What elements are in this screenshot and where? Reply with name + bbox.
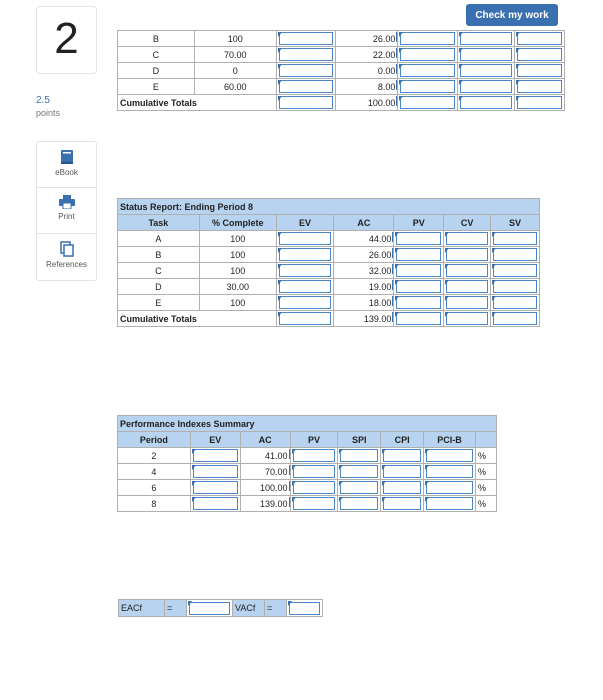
vac-equals: =: [265, 600, 287, 617]
column-header: AC: [334, 215, 394, 231]
ev-input[interactable]: [276, 31, 336, 47]
vac-label: VACf: [233, 600, 265, 617]
sv-input[interactable]: [515, 31, 565, 47]
ac-cell: 26.00: [336, 31, 398, 47]
task-cell: C: [118, 47, 195, 63]
cv-input[interactable]: [458, 63, 515, 79]
table-title: Performance Indexes Summary: [118, 416, 497, 432]
pv-input[interactable]: [394, 231, 444, 247]
cv-input[interactable]: [458, 79, 515, 95]
ev-input[interactable]: [190, 496, 240, 512]
check-my-work-button[interactable]: Check my work: [466, 4, 558, 26]
ac-cell: 18.00: [334, 295, 394, 311]
cpi-input[interactable]: [381, 480, 424, 496]
column-header: SPI: [338, 432, 381, 448]
table-row: [118, 47, 565, 63]
column-header: [475, 432, 496, 448]
eac-vac-line: [119, 600, 323, 617]
period-cell: 6: [118, 480, 191, 496]
ev-input[interactable]: [276, 231, 334, 247]
pct-cell: 30.00: [199, 279, 276, 295]
column-header: Period: [118, 432, 191, 448]
sv-total-input[interactable]: [515, 95, 565, 111]
ac-cell: 26.00: [334, 247, 394, 263]
task-cell: D: [118, 279, 200, 295]
book-icon: [60, 149, 74, 165]
task-cell: D: [118, 63, 195, 79]
cv-input[interactable]: [444, 279, 491, 295]
spi-input[interactable]: [338, 448, 381, 464]
ac-cell: 100.00: [240, 480, 290, 496]
spi-input[interactable]: [338, 480, 381, 496]
points-value: 2.5: [36, 95, 50, 106]
task-cell: E: [118, 79, 195, 95]
table-row: [118, 464, 497, 480]
period-cell: 2: [118, 448, 191, 464]
table-row: [118, 496, 497, 512]
column-header: SV: [491, 215, 540, 231]
pv-input[interactable]: [398, 47, 458, 63]
question-number: 2: [36, 6, 97, 74]
pv-input[interactable]: [290, 480, 338, 496]
totals-label: Cumulative Totals: [118, 95, 277, 111]
ac-cell: 44.00: [334, 231, 394, 247]
table-row: [118, 480, 497, 496]
cpi-input[interactable]: [381, 496, 424, 512]
task-cell: C: [118, 263, 200, 279]
table-title-row: [118, 416, 497, 432]
eac-vac-row: [118, 599, 323, 617]
sv-input[interactable]: [491, 295, 540, 311]
sv-input[interactable]: [515, 47, 565, 63]
pci-b-input[interactable]: [424, 464, 476, 480]
spi-input[interactable]: [338, 464, 381, 480]
ebook-label: eBook: [55, 168, 78, 177]
table-row: [118, 279, 540, 295]
column-header: PV: [290, 432, 338, 448]
column-header: % Complete: [199, 215, 276, 231]
totals-row: [118, 311, 540, 327]
sv-input[interactable]: [491, 263, 540, 279]
pv-input[interactable]: [398, 79, 458, 95]
cv-total-input[interactable]: [458, 95, 515, 111]
cpi-input[interactable]: [381, 464, 424, 480]
ac-cell: 19.00: [334, 279, 394, 295]
column-header: EV: [276, 215, 334, 231]
pct-cell: 100: [199, 263, 276, 279]
percent-sign: %: [475, 448, 496, 464]
pv-input[interactable]: [290, 448, 338, 464]
sv-total-input[interactable]: [491, 311, 540, 327]
ac-cell: 139.00: [240, 496, 290, 512]
ev-input[interactable]: [190, 480, 240, 496]
period-cell: 4: [118, 464, 191, 480]
vac-input[interactable]: [287, 600, 323, 617]
cv-total-input[interactable]: [444, 311, 491, 327]
cv-input[interactable]: [458, 31, 515, 47]
ev-input[interactable]: [276, 47, 336, 63]
status-report-table-previous: [117, 30, 565, 111]
eac-equals: =: [165, 600, 187, 617]
table-row: [118, 295, 540, 311]
ev-total-input[interactable]: [276, 95, 336, 111]
cpi-input[interactable]: [381, 448, 424, 464]
pv-total-input[interactable]: [394, 311, 444, 327]
ev-input[interactable]: [190, 464, 240, 480]
eac-label: EACf: [119, 600, 165, 617]
column-header: Task: [118, 215, 200, 231]
pct-cell: 0: [194, 63, 276, 79]
ac-cell: 70.00: [240, 464, 290, 480]
ev-input[interactable]: [276, 79, 336, 95]
status-report-table: [117, 198, 540, 327]
sv-input[interactable]: [491, 279, 540, 295]
pct-cell: 70.00: [194, 47, 276, 63]
ev-input[interactable]: [276, 247, 334, 263]
copy-icon: [60, 241, 74, 257]
pci-b-input[interactable]: [424, 448, 476, 464]
printer-icon: [59, 195, 75, 209]
header-row: [118, 432, 497, 448]
task-cell: E: [118, 295, 200, 311]
ev-input[interactable]: [190, 448, 240, 464]
pv-input[interactable]: [290, 496, 338, 512]
cv-input[interactable]: [444, 295, 491, 311]
table-title-row: [118, 199, 540, 215]
ev-input[interactable]: [276, 63, 336, 79]
cv-input[interactable]: [444, 231, 491, 247]
pct-cell: 100: [199, 295, 276, 311]
print-button[interactable]: [37, 188, 96, 234]
points-label: points: [36, 108, 61, 118]
ev-total-input[interactable]: [276, 311, 334, 327]
ac-total: 139.00: [334, 311, 394, 327]
task-cell: A: [118, 231, 200, 247]
table-row: [118, 63, 565, 79]
column-header: CV: [444, 215, 491, 231]
pv-input[interactable]: [394, 295, 444, 311]
column-header: EV: [190, 432, 240, 448]
table-row: [118, 231, 540, 247]
pv-input[interactable]: [394, 263, 444, 279]
references-button[interactable]: [37, 234, 96, 280]
column-header: PCI-B: [424, 432, 476, 448]
table-row: [118, 247, 540, 263]
pci-b-input[interactable]: [424, 480, 476, 496]
pv-input[interactable]: [398, 63, 458, 79]
totals-label: Cumulative Totals: [118, 311, 277, 327]
pct-cell: 100: [194, 31, 276, 47]
task-cell: B: [118, 247, 200, 263]
percent-sign: %: [475, 496, 496, 512]
spi-input[interactable]: [338, 496, 381, 512]
eac-input[interactable]: [187, 600, 233, 617]
pct-cell: 100: [199, 247, 276, 263]
pv-input[interactable]: [394, 247, 444, 263]
sv-input[interactable]: [491, 247, 540, 263]
pv-input[interactable]: [394, 279, 444, 295]
table-title: Status Report: Ending Period 8: [118, 199, 540, 215]
header-row: [118, 215, 540, 231]
pci-b-input[interactable]: [424, 496, 476, 512]
column-header: CPI: [381, 432, 424, 448]
performance-indexes-table: [117, 415, 497, 512]
points-indicator: [36, 94, 60, 120]
sv-input[interactable]: [515, 63, 565, 79]
percent-sign: %: [475, 480, 496, 496]
ac-cell: 0.00: [336, 63, 398, 79]
pv-input[interactable]: [398, 31, 458, 47]
column-header: AC: [240, 432, 290, 448]
pv-total-input[interactable]: [398, 95, 458, 111]
ebook-button[interactable]: [37, 142, 96, 188]
table-row: [118, 263, 540, 279]
cv-input[interactable]: [458, 47, 515, 63]
sv-input[interactable]: [491, 231, 540, 247]
cv-input[interactable]: [444, 263, 491, 279]
ac-cell: 22.00: [336, 47, 398, 63]
ev-input[interactable]: [276, 263, 334, 279]
tools-panel: [36, 141, 97, 281]
ac-cell: 41.00: [240, 448, 290, 464]
ac-cell: 32.00: [334, 263, 394, 279]
task-cell: B: [118, 31, 195, 47]
references-label: References: [46, 260, 87, 269]
ac-total: 100.00: [336, 95, 398, 111]
totals-row: [118, 95, 565, 111]
pct-cell: 100: [199, 231, 276, 247]
period-cell: 8: [118, 496, 191, 512]
pct-cell: 60.00: [194, 79, 276, 95]
print-label: Print: [58, 212, 75, 221]
pv-input[interactable]: [290, 464, 338, 480]
ev-input[interactable]: [276, 279, 334, 295]
table-row: [118, 79, 565, 95]
table-row: [118, 448, 497, 464]
ev-input[interactable]: [276, 295, 334, 311]
column-header: PV: [394, 215, 444, 231]
table-row: [118, 31, 565, 47]
ac-cell: 8.00: [336, 79, 398, 95]
percent-sign: %: [475, 464, 496, 480]
cv-input[interactable]: [444, 247, 491, 263]
sv-input[interactable]: [515, 79, 565, 95]
